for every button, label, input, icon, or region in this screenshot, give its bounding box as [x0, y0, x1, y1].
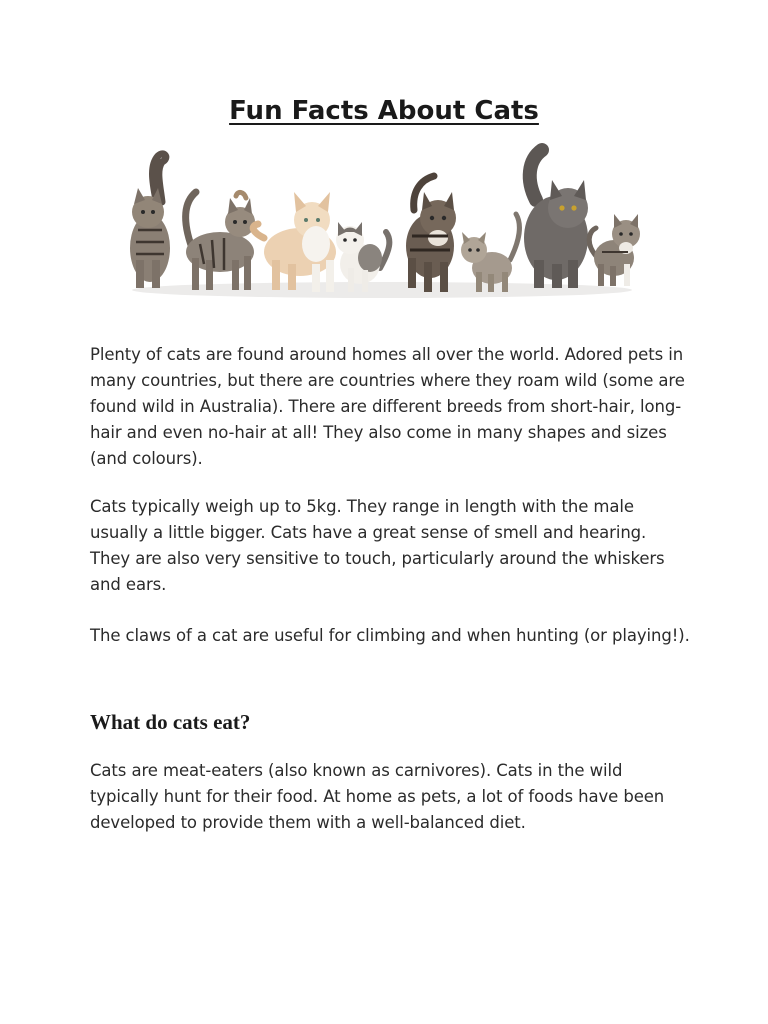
page-title: Fun Facts About Cats: [229, 96, 539, 126]
cats-photo: [112, 140, 652, 320]
paragraph-intro: Plenty of cats are found around homes all over the world. Adored pets in many countries, but there are countries where they roam wild (some are found wild in Australia). There are different breeds from short-hair, long-hair and even no-hair at all! They also come in many shapes and sizes (and colours).: [90, 345, 685, 468]
paragraph-claws: The claws of a cat are useful for climbing and when hunting (or playing!).: [90, 626, 690, 645]
paragraph-diet: Cats are meat-eaters (also known as carnivores). Cats in the wild typically hunt for their food. At home as pets, a lot of foods have been developed to provide them with a well-balanced diet.: [90, 761, 665, 832]
section-heading-diet: What do cats eat?: [90, 710, 251, 734]
paragraph-size-senses: Cats typically weigh up to 5kg. They range in length with the male usually a little bigger. Cats have a great sense of smell and hearing. They are also very sensitive to touch, particularly around the whiskers and ears.: [90, 497, 665, 594]
